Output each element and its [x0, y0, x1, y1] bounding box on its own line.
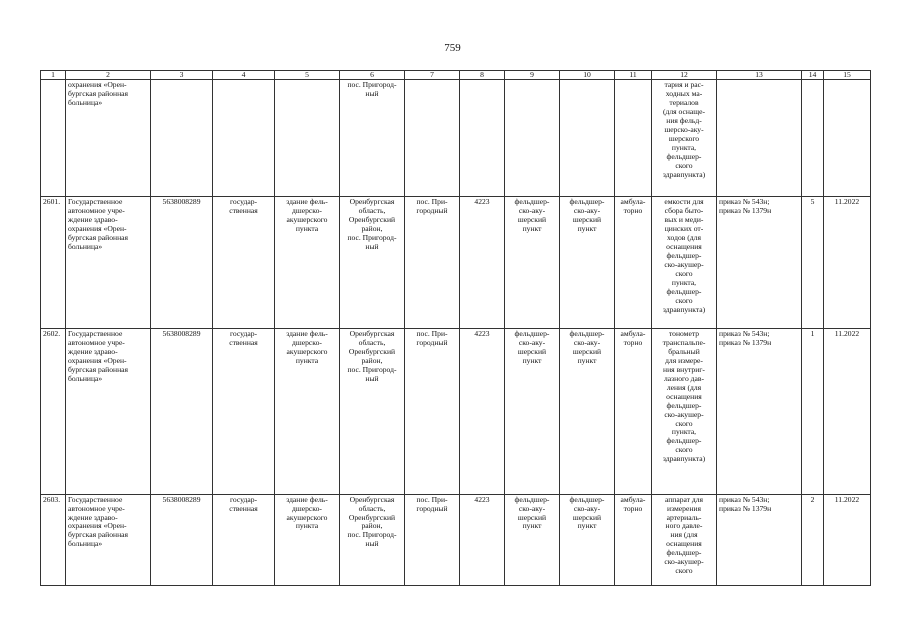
object-address-line: Оренбургский [348, 215, 396, 225]
object-name-cell [275, 197, 340, 329]
facility-type-cell [505, 328, 560, 494]
regulation-reference-line: приказ № 1379н [719, 503, 772, 513]
facility-type-line: шерский [517, 512, 547, 522]
object-address-cell [340, 328, 405, 494]
inn-cell: 5638008289 [151, 328, 213, 494]
record-number-cell [41, 80, 66, 197]
equipment-item-line: артериаль- [666, 512, 702, 522]
settlement-line: пос. При- [416, 328, 448, 338]
organization-name-line: охранения «Орен- [68, 521, 127, 531]
facility-type-cell [505, 80, 560, 197]
equipment-item-line: фельдшер- [666, 287, 702, 297]
equipment-item-cell [652, 80, 717, 197]
quantity-cell: 2 [802, 494, 824, 585]
care-form-cell [615, 197, 652, 329]
inn-cell: 5638008289 [151, 197, 213, 329]
care-form-line: амбула- [620, 328, 646, 338]
facility-type-line: ско-аку- [518, 337, 546, 347]
organization-name-line: автономное учре- [68, 337, 125, 347]
object-address-line: ный [365, 539, 379, 549]
organization-name-line: бургская районная [68, 233, 129, 243]
organization-name-line: ждение здраво- [68, 512, 118, 522]
equipment-item-line: сбора быто- [664, 206, 704, 216]
facility-kind-line: ско-аку- [573, 206, 601, 216]
object-name-line: дшерско- [292, 206, 322, 216]
object-address-line: район, [361, 521, 383, 531]
care-form-line: торно [623, 337, 643, 347]
equipment-item-line: лазного дав- [664, 373, 704, 383]
equipment-item-line: ского [675, 295, 693, 305]
object-address-cell [340, 80, 405, 197]
settlement-cell [405, 494, 460, 585]
ownership-form-line: государ- [229, 494, 258, 504]
care-form-cell [615, 80, 652, 197]
ownership-form-line: государ- [229, 328, 258, 338]
equipment-item-line: ходных ма- [665, 88, 703, 98]
equipment-item-line: ния фельд- [666, 115, 702, 125]
ownership-form-line: ственная [229, 206, 258, 216]
care-form-line: амбула- [620, 197, 646, 207]
object-address-line: район, [361, 224, 383, 234]
facility-kind-line: фельдшер- [569, 494, 605, 504]
ownership-form-cell [213, 197, 275, 329]
column-header: 13 [717, 71, 802, 80]
object-name-line: здание фель- [286, 328, 328, 338]
equipment-item-line: здравпункта) [662, 454, 706, 464]
facility-kind-line: шерский [572, 346, 602, 356]
column-header: 1 [41, 71, 66, 80]
equipment-item-line: ского [675, 418, 693, 428]
care-form-line: торно [623, 503, 643, 513]
object-address-line: Оренбургская [349, 197, 395, 207]
organization-name-cell [66, 494, 151, 585]
column-header: 9 [505, 71, 560, 80]
settlement-line: городный [416, 503, 448, 513]
ownership-form-line: государ- [229, 197, 258, 207]
facility-kind-line: пункт [577, 521, 597, 531]
organization-name-line: ждение здраво- [68, 346, 118, 356]
equipment-item-line: ского [675, 269, 693, 279]
facility-kind-cell [560, 328, 615, 494]
equipment-item-line: фельдшер- [666, 436, 702, 446]
object-address-cell [340, 197, 405, 329]
equipment-item-line: бральный [668, 346, 700, 356]
record-number-cell: 2601. [41, 197, 66, 329]
equipment-item-line: оснащения [666, 539, 702, 549]
object-address-line: пос. Пригород- [347, 80, 397, 90]
object-name-line: пункта [295, 224, 319, 234]
equipment-item-line: ходов (для [667, 233, 701, 243]
equipment-item-line: транспальпе- [662, 337, 706, 347]
object-name-line: дшерско- [292, 337, 322, 347]
object-name-cell [275, 328, 340, 494]
facility-kind-cell [560, 197, 615, 329]
organization-name-line: ждение здраво- [68, 215, 118, 225]
settlement-line: городный [416, 206, 448, 216]
equipment-item-line: ления (для [666, 382, 702, 392]
equipment-item-line: фельдшер- [666, 251, 702, 261]
ownership-form-cell [213, 328, 275, 494]
column-header: 8 [460, 71, 505, 80]
object-address-line: Оренбургская [349, 494, 395, 504]
equipment-item-line: ского [675, 566, 693, 576]
regulation-reference-line: приказ № 1379н [719, 206, 772, 216]
organization-name-cell [66, 197, 151, 329]
column-header: 11 [615, 71, 652, 80]
quantity-cell: 1 [802, 328, 824, 494]
equipment-item-line: териалов [669, 97, 699, 107]
delivery-date-cell [824, 80, 871, 197]
equipment-item-line: оснащения [666, 242, 702, 252]
facility-type-line: пункт [522, 355, 542, 365]
settlement-line: пос. При- [416, 494, 448, 504]
equipment-item-cell [652, 197, 717, 329]
record-number-cell: 2603. [41, 494, 66, 585]
settlement-line: пос. При- [416, 197, 448, 207]
equipment-item-line: цинских от- [664, 224, 704, 234]
equipment-item-line: здравпункта) [662, 304, 706, 314]
regulation-reference-cell [717, 328, 802, 494]
object-address-line: Оренбургский [348, 512, 396, 522]
equipment-item-line: ско-акушер- [664, 260, 704, 270]
object-name-line: акушерского [286, 215, 328, 225]
column-header: 14 [802, 71, 824, 80]
equipment-item-line: измерения [667, 503, 701, 513]
equipment-item-line: ского [675, 160, 693, 170]
facility-type-line: ско-аку- [518, 503, 546, 513]
regulation-reference-cell [717, 197, 802, 329]
ownership-form-line: ственная [229, 503, 258, 513]
facility-type-line: фельдшер- [514, 494, 550, 504]
page-number: 759 [444, 42, 461, 54]
equipment-item-line: (для оснаще- [662, 106, 706, 116]
equipment-item-line: тария и рас- [664, 80, 704, 90]
quantity-cell: 5 [802, 197, 824, 329]
facility-kind-line: пункт [577, 355, 597, 365]
facility-kind-cell [560, 80, 615, 197]
facility-type-line: ско-аку- [518, 206, 546, 216]
column-header: 12 [652, 71, 717, 80]
equipment-item-line: ско-акушер- [664, 409, 704, 419]
care-form-cell [615, 328, 652, 494]
table-row [41, 197, 871, 329]
organization-name-line: бургская районная [68, 530, 129, 540]
settlement-cell [405, 80, 460, 197]
record-number-cell: 2602. [41, 328, 66, 494]
organization-name-line: охранения «Орен- [68, 355, 127, 365]
facility-kind-cell [560, 494, 615, 585]
column-number-row [41, 71, 871, 80]
object-name-line: пункта [295, 355, 319, 365]
equipment-item-line: тонометр [668, 328, 700, 338]
regulation-reference-line: приказ № 543н; [719, 494, 770, 504]
facility-kind-line: ско-аку- [573, 503, 601, 513]
facility-type-cell [505, 494, 560, 585]
organization-name-line: охранения «Орен- [68, 224, 127, 234]
equipment-item-line: аппарат для [664, 494, 704, 504]
table-row [41, 328, 871, 494]
object-name-line: здание фель- [286, 197, 328, 207]
facility-type-cell [505, 197, 560, 329]
ownership-form-line: ственная [229, 337, 258, 347]
equipment-item-cell [652, 494, 717, 585]
organization-name-line: Государственное [68, 328, 123, 338]
object-address-line: область, [358, 337, 386, 347]
table-row [41, 80, 871, 197]
object-name-cell [275, 80, 340, 197]
equipment-item-line: вых и меди- [664, 215, 704, 225]
object-name-line: здание фель- [286, 494, 328, 504]
care-form-cell [615, 494, 652, 585]
organization-name-cell [66, 328, 151, 494]
object-address-line: район, [361, 355, 383, 365]
inn-cell [151, 80, 213, 197]
settlement-line: городный [416, 337, 448, 347]
organization-name-line: больница» [68, 242, 103, 252]
object-name-cell [275, 494, 340, 585]
regulation-reference-line: приказ № 543н; [719, 197, 770, 207]
organization-name-line: автономное учре- [68, 206, 125, 216]
equipment-item-line: шерско-аку- [664, 124, 704, 134]
facility-kind-line: пункт [577, 224, 597, 234]
quantity-cell [802, 80, 824, 197]
object-name-line: акушерского [286, 512, 328, 522]
equipment-item-line: оснащения [666, 391, 702, 401]
object-address-line: область, [358, 206, 386, 216]
regulation-reference-line: приказ № 1379н [719, 337, 772, 347]
object-address-line: пос. Пригород- [347, 233, 397, 243]
object-address-line: область, [358, 503, 386, 513]
column-header: 15 [824, 71, 871, 80]
equipment-item-line: ного давле- [665, 521, 703, 531]
organization-name-cell [66, 80, 151, 197]
object-address-line: пос. Пригород- [347, 530, 397, 540]
column-header: 4 [213, 71, 275, 80]
registry-table [40, 70, 871, 586]
object-address-line: пос. Пригород- [347, 364, 397, 374]
facility-kind-line: ско-аку- [573, 337, 601, 347]
object-address-line: Оренбургский [348, 346, 396, 356]
population-cell: 4223 [460, 328, 505, 494]
object-address-line: ный [365, 242, 379, 252]
column-header: 10 [560, 71, 615, 80]
organization-name-line: Государственное [68, 197, 123, 207]
equipment-item-line: пункта, [671, 142, 697, 152]
organization-name-line: Государственное [68, 494, 123, 504]
column-header: 5 [275, 71, 340, 80]
delivery-date-cell: 11.2022 [824, 494, 871, 585]
equipment-item-line: емкости для [664, 197, 704, 207]
facility-type-line: пункт [522, 224, 542, 234]
object-address-line: ный [365, 88, 379, 98]
organization-name-line: бургская районная [68, 88, 129, 98]
column-header: 3 [151, 71, 213, 80]
equipment-item-line: для измере- [665, 355, 703, 365]
population-cell: 4223 [460, 494, 505, 585]
facility-kind-line: шерский [572, 215, 602, 225]
equipment-item-line: ния внутриг- [663, 364, 705, 374]
facility-type-line: пункт [522, 521, 542, 531]
facility-kind-line: шерский [572, 512, 602, 522]
equipment-item-line: шерского [668, 133, 700, 143]
equipment-item-line: фельдшер- [666, 400, 702, 410]
organization-name-line: охранения «Орен- [68, 80, 127, 90]
settlement-cell [405, 328, 460, 494]
organization-name-line: автономное учре- [68, 503, 125, 513]
equipment-item-line: ния (для [670, 530, 698, 540]
care-form-line: амбула- [620, 494, 646, 504]
inn-cell: 5638008289 [151, 494, 213, 585]
delivery-date-cell: 11.2022 [824, 328, 871, 494]
equipment-item-line: фельдшер- [666, 548, 702, 558]
equipment-item-line: ского [675, 445, 693, 455]
organization-name-line: больница» [68, 97, 103, 107]
facility-type-line: шерский [517, 346, 547, 356]
regulation-reference-cell [717, 80, 802, 197]
object-address-cell [340, 494, 405, 585]
equipment-item-line: пункта, [671, 427, 697, 437]
facility-type-line: фельдшер- [514, 197, 550, 207]
ownership-form-cell [213, 80, 275, 197]
population-cell: 4223 [460, 197, 505, 329]
facility-type-line: фельдшер- [514, 328, 550, 338]
object-name-line: пункта [295, 521, 319, 531]
settlement-cell [405, 197, 460, 329]
object-name-line: дшерско- [292, 503, 322, 513]
object-address-line: ный [365, 373, 379, 383]
care-form-line: торно [623, 206, 643, 216]
facility-kind-line: фельдшер- [569, 328, 605, 338]
organization-name-line: больница» [68, 539, 103, 549]
column-header: 7 [405, 71, 460, 80]
column-header: 6 [340, 71, 405, 80]
facility-type-line: шерский [517, 215, 547, 225]
equipment-item-line: ско-акушер- [664, 557, 704, 567]
regulation-reference-cell [717, 494, 802, 585]
population-cell [460, 80, 505, 197]
equipment-item-line: пункта, [671, 278, 697, 288]
column-header: 2 [66, 71, 151, 80]
object-name-line: акушерского [286, 346, 328, 356]
regulation-reference-line: приказ № 543н; [719, 328, 770, 338]
delivery-date-cell: 11.2022 [824, 197, 871, 329]
equipment-item-cell [652, 328, 717, 494]
equipment-item-line: фельдшер- [666, 151, 702, 161]
facility-kind-line: фельдшер- [569, 197, 605, 207]
organization-name-line: бургская районная [68, 364, 129, 374]
object-address-line: Оренбургская [349, 328, 395, 338]
organization-name-line: больница» [68, 373, 103, 383]
table-row [41, 494, 871, 585]
ownership-form-cell [213, 494, 275, 585]
equipment-item-line: здравпункта) [662, 169, 706, 179]
